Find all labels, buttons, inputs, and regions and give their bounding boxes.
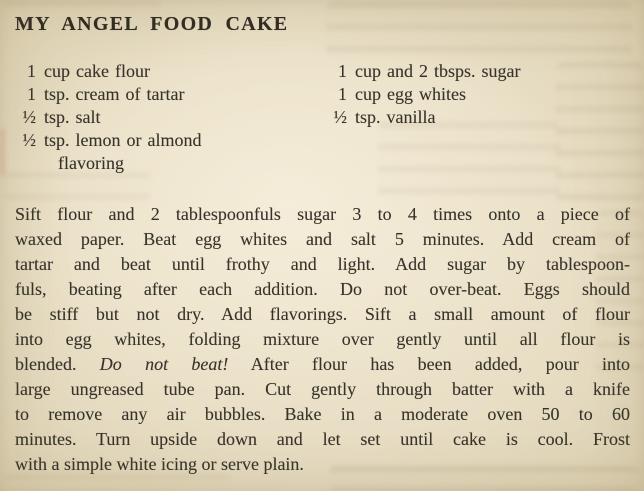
ingredient-name: cup cake flour xyxy=(44,61,150,81)
ingredient-name: cup and 2 tbsps. sugar xyxy=(355,61,521,81)
ingredient-quantity: 1 xyxy=(27,61,36,81)
bleedthrough-smudge xyxy=(378,122,560,198)
instruction-text: waxed paper. Beat egg whites and salt 5 minutes. Add cream of xyxy=(15,229,630,249)
ingredient-item xyxy=(14,60,201,83)
ingredient-name: cup egg whites xyxy=(355,84,466,104)
page-edge-stain xyxy=(0,128,5,176)
instruction-line xyxy=(15,377,630,402)
instruction-text: large ungreased tube pan. Cut gently through batter with a knife xyxy=(15,379,630,399)
ingredients-right-column xyxy=(325,60,520,129)
recipe-title: MY ANGEL FOOD CAKE xyxy=(15,13,289,35)
instruction-line xyxy=(15,302,630,327)
instruction-text: minutes. Turn upside down and let set until cake is cool. Frost xyxy=(15,429,630,449)
instruction-line xyxy=(15,402,630,427)
ingredient-name: tsp. salt xyxy=(44,107,101,127)
ingredient-quantity: ½ xyxy=(22,130,36,150)
instruction-line xyxy=(15,452,630,477)
bleedthrough-smudge xyxy=(326,2,632,60)
ingredient-name: tsp. lemon or almond xyxy=(44,130,202,150)
ingredient-name: tsp. cream of tartar xyxy=(44,84,185,104)
instruction-text-italic: Do not beat! xyxy=(99,354,229,374)
instruction-text: with a simple white icing or serve plain. xyxy=(15,454,304,474)
bleedthrough-smudge xyxy=(2,172,152,200)
ingredients-left-column xyxy=(14,60,201,175)
ingredient-item xyxy=(325,83,520,106)
bleedthrough-smudge xyxy=(2,0,162,13)
instruction-line xyxy=(15,427,630,452)
bleedthrough-smudge xyxy=(556,62,644,202)
instruction-line xyxy=(15,202,630,227)
instruction-line xyxy=(15,227,630,252)
ingredient-item xyxy=(14,83,201,106)
ingredient-quantity: ½ xyxy=(22,107,36,127)
instruction-text: into egg whites, folding mixture over gently until all flour is xyxy=(15,329,630,349)
ingredient-item-continuation xyxy=(14,152,201,175)
ingredient-name: tsp. vanilla xyxy=(355,107,436,127)
instruction-text: tartar and beat until frothy and light. Add sugar by tablespoon- xyxy=(15,254,630,274)
ingredient-quantity: 1 xyxy=(27,84,36,104)
ingredient-item xyxy=(14,129,201,152)
instruction-line xyxy=(15,277,630,302)
ingredient-quantity: ½ xyxy=(333,107,347,127)
ingredient-quantity: 1 xyxy=(338,84,347,104)
ingredient-item xyxy=(325,106,520,129)
instruction-line xyxy=(15,352,630,377)
ingredient-name: flavoring xyxy=(58,153,124,173)
instruction-line xyxy=(15,252,630,277)
instruction-text: Sift flour and 2 tablespoonfuls sugar 3 to 4 times onto a piece of xyxy=(15,204,630,224)
ingredient-item xyxy=(325,60,520,83)
instructions-paragraph xyxy=(15,202,630,477)
ingredient-quantity: 1 xyxy=(338,61,347,81)
instruction-text: fuls, beating after each addition. Do not over-beat. Eggs should xyxy=(15,279,630,299)
instruction-text: to remove any air bubbles. Bake in a moderate oven 50 to 60 xyxy=(15,404,630,424)
instruction-text: blended. xyxy=(15,354,100,374)
ingredient-item xyxy=(14,106,201,129)
instruction-text: After flour has been added, pour into xyxy=(228,354,630,374)
instruction-text: be stiff but not dry. Add flavorings. Sift a small amount of flour xyxy=(15,304,630,324)
instruction-line xyxy=(15,327,630,352)
